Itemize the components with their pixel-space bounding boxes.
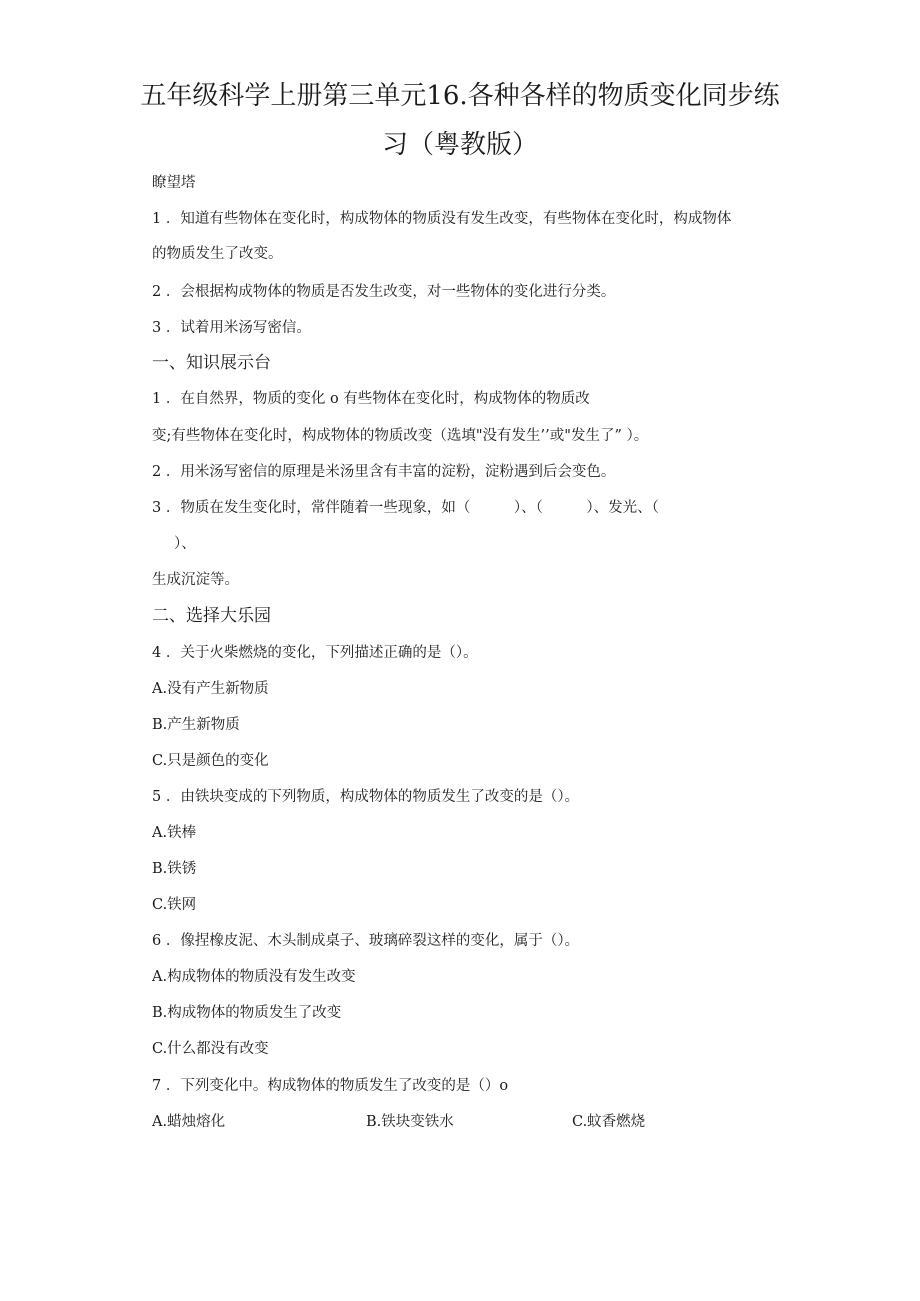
lookout-item-2: 2 ．会根据构成物体的物质是否发生改变，对一些物体的变化进行分类。 <box>152 284 616 300</box>
question-7-option-b: B.铁块变铁水 <box>366 1114 454 1130</box>
lookout-label: 瞭望塔 <box>152 175 196 191</box>
lookout-item-1-line-1: 1 ．知道有些物体在变化时，构成物体的物质没有发生改变，有些物体在变化时，构成物体 <box>152 211 732 227</box>
document-title-line-2: 习（粤教版） <box>381 130 538 160</box>
question-6: 6 ．像捏橡皮泥、木头制成桌子、玻璃碎裂这样的变化，属于（）。 <box>152 933 580 949</box>
question-7: 7 ．下列变化中。构成物体的物质发生了改变的是（）o <box>152 1078 509 1094</box>
question-7-option-a: A.蜡烛熔化 <box>152 1114 226 1130</box>
question-1-line-1: 1 ．在自然界，物质的变化 o 有些物体在变化时，构成物体的物质改 <box>152 391 590 407</box>
question-6-option-b: B.构成物体的物质发生了改变 <box>152 1005 342 1021</box>
question-4-option-c: C.只是颜色的变化 <box>152 753 269 769</box>
lookout-item-1-line-2: 的物质发生了改变。 <box>152 246 283 262</box>
question-2: 2 ．用米汤写密信的原理是米汤里含有丰富的淀粉，淀粉遇到后会变色。 <box>152 464 616 480</box>
question-3-line-2: ）、 <box>174 536 196 552</box>
section-1-heading: 一、知识展示台 <box>152 353 271 373</box>
section-2-heading: 二、选择大乐园 <box>152 606 271 626</box>
lookout-item-3: 3 ．试着用米汤写密信。 <box>152 320 311 336</box>
document-title-line-1: 五年级科学上册第三单元16.各种各样的物质变化同步练 <box>140 81 780 111</box>
question-1-line-2: 变;有些物体在变化时，构成物体的物质改变（选填"没有发生’’或"发生了” ）。 <box>152 428 649 444</box>
question-6-option-a: A.构成物体的物质没有发生改变 <box>152 969 356 985</box>
question-4: 4 ．关于火柴燃烧的变化，下列描述正确的是（）。 <box>152 645 478 661</box>
question-5-option-b: B.铁锈 <box>152 861 197 877</box>
question-4-option-a: A.没有产生新物质 <box>152 681 269 697</box>
question-3-line-1: 3 ．物质在发生变化时，常伴随着一些现象，如（ ）、（ ）、发光、（ <box>152 500 659 516</box>
question-7-option-c: C.蚊香燃烧 <box>572 1114 646 1130</box>
question-6-option-c: C.什么都没有改变 <box>152 1041 269 1057</box>
question-3-line-3: 生成沉淀等。 <box>152 572 239 588</box>
question-5-option-a: A.铁棒 <box>152 825 197 841</box>
question-5: 5 ．由铁块变成的下列物质，构成物体的物质发生了改变的是（）。 <box>152 789 580 805</box>
question-4-option-b: B.产生新物质 <box>152 717 240 733</box>
question-5-option-c: C.铁网 <box>152 897 197 913</box>
